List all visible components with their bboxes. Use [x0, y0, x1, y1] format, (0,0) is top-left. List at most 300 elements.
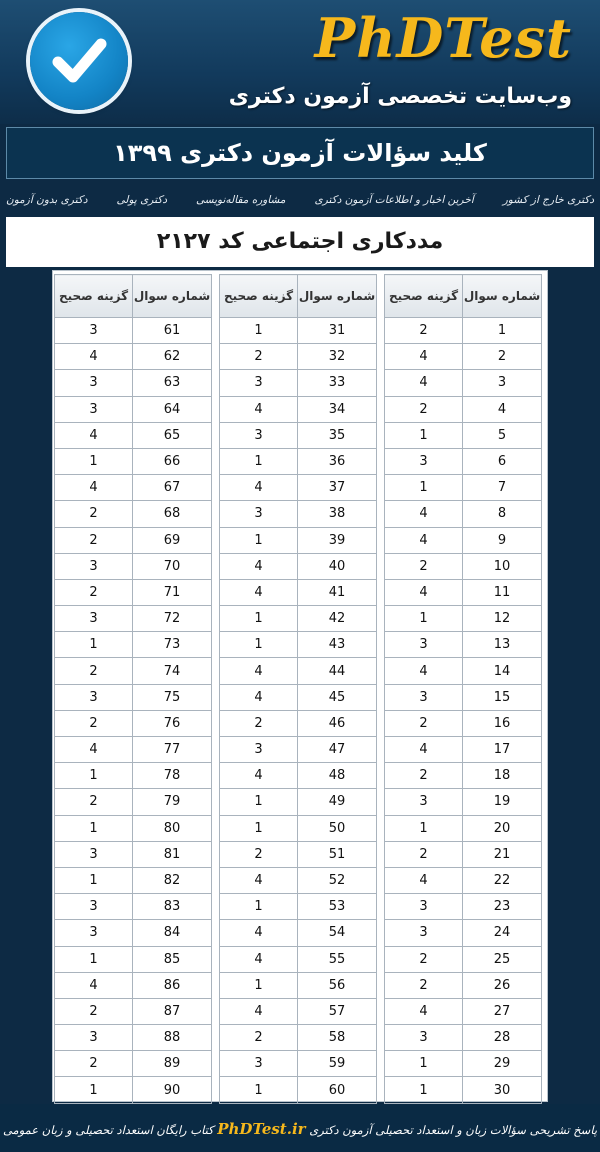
subject-heading: مددکاری اجتماعی کد ۲۱۲۷	[156, 229, 444, 254]
header-banner	[0, 0, 600, 124]
table-row	[220, 867, 377, 893]
col-header-question: شماره سوال	[133, 275, 212, 318]
table-row	[220, 1051, 377, 1077]
question-number-cell: 17	[463, 737, 542, 763]
answer-cell: 4	[385, 658, 463, 684]
table-row	[220, 815, 377, 841]
table-row	[385, 501, 542, 527]
checkmark-logo	[30, 12, 128, 110]
table-row	[220, 318, 377, 344]
table-row	[55, 632, 212, 658]
answer-cell: 1	[55, 632, 133, 658]
question-number-cell: 29	[463, 1051, 542, 1077]
answer-cell: 2	[220, 1025, 298, 1051]
answer-cell: 1	[55, 448, 133, 474]
question-number-cell: 56	[298, 972, 377, 998]
table-row	[385, 448, 542, 474]
question-number-cell: 48	[298, 763, 377, 789]
answer-cell: 3	[55, 841, 133, 867]
answer-cell: 1	[220, 789, 298, 815]
question-number-cell: 80	[133, 815, 212, 841]
answer-cell: 4	[55, 344, 133, 370]
answer-cell: 2	[220, 841, 298, 867]
table-row	[55, 867, 212, 893]
question-number-cell: 66	[133, 448, 212, 474]
answer-cell: 3	[55, 318, 133, 344]
answer-cell: 1	[220, 972, 298, 998]
answer-cell: 1	[385, 1077, 463, 1103]
question-number-cell: 49	[298, 789, 377, 815]
question-number-cell: 27	[463, 998, 542, 1024]
question-number-cell: 54	[298, 920, 377, 946]
answer-cell: 3	[220, 370, 298, 396]
question-number-cell: 47	[298, 737, 377, 763]
table-row	[55, 344, 212, 370]
answer-cell: 4	[55, 422, 133, 448]
table-row	[220, 632, 377, 658]
answer-table-body	[220, 318, 377, 1104]
col-header-answer: گزینه صحیح	[385, 275, 463, 318]
question-number-cell: 74	[133, 658, 212, 684]
table-row	[385, 658, 542, 684]
question-number-cell: 9	[463, 527, 542, 553]
answer-cell: 3	[55, 370, 133, 396]
question-number-cell: 73	[133, 632, 212, 658]
answer-cell: 2	[55, 789, 133, 815]
nav-link-paid[interactable]: دکتری پولی	[116, 194, 168, 206]
answer-table-body	[385, 318, 542, 1104]
table-row	[55, 501, 212, 527]
site-tagline: وب‌سایت تخصصی آزمون دکتری	[228, 84, 572, 109]
answer-cell: 4	[385, 867, 463, 893]
question-number-cell: 85	[133, 946, 212, 972]
answer-table-body	[55, 318, 212, 1104]
table-row	[55, 841, 212, 867]
answer-cell: 1	[55, 946, 133, 972]
question-number-cell: 79	[133, 789, 212, 815]
table-row	[385, 370, 542, 396]
question-number-cell: 8	[463, 501, 542, 527]
table-row	[220, 344, 377, 370]
question-number-cell: 78	[133, 763, 212, 789]
question-number-cell: 34	[298, 396, 377, 422]
question-number-cell: 21	[463, 841, 542, 867]
question-number-cell: 24	[463, 920, 542, 946]
table-row	[220, 658, 377, 684]
question-number-cell: 44	[298, 658, 377, 684]
answer-cell: 4	[385, 344, 463, 370]
question-number-cell: 51	[298, 841, 377, 867]
answer-cell: 4	[220, 920, 298, 946]
answer-cell: 2	[385, 553, 463, 579]
answer-cell: 4	[220, 763, 298, 789]
answer-cell: 3	[55, 396, 133, 422]
answer-cell: 3	[55, 553, 133, 579]
footer-brand[interactable]: PhDTest.ir	[217, 1120, 306, 1138]
answer-cell: 1	[385, 475, 463, 501]
answer-cell: 4	[55, 972, 133, 998]
question-number-cell: 13	[463, 632, 542, 658]
page-title-bar	[6, 127, 594, 179]
answer-cell: 4	[55, 475, 133, 501]
table-row	[220, 684, 377, 710]
answer-cell: 3	[385, 1025, 463, 1051]
answer-cell: 3	[385, 920, 463, 946]
answer-cell: 4	[220, 946, 298, 972]
answer-cell: 2	[385, 396, 463, 422]
footer-text	[0, 1104, 600, 1138]
question-number-cell: 71	[133, 579, 212, 605]
table-row	[55, 920, 212, 946]
answer-cell: 4	[220, 475, 298, 501]
col-header-question: شماره سوال	[463, 275, 542, 318]
question-number-cell: 90	[133, 1077, 212, 1103]
question-number-cell: 69	[133, 527, 212, 553]
table-row	[220, 763, 377, 789]
question-number-cell: 67	[133, 475, 212, 501]
answer-cell: 4	[385, 501, 463, 527]
brand-logo-text[interactable]: PhDTest	[314, 6, 572, 70]
question-number-cell: 43	[298, 632, 377, 658]
answer-cell: 4	[385, 737, 463, 763]
question-number-cell: 28	[463, 1025, 542, 1051]
answer-cell: 1	[220, 632, 298, 658]
answer-cell: 4	[220, 579, 298, 605]
question-number-cell: 1	[463, 318, 542, 344]
answer-cell: 4	[385, 579, 463, 605]
answer-cell: 1	[220, 448, 298, 474]
answer-cell: 2	[55, 527, 133, 553]
answer-cell: 2	[55, 579, 133, 605]
table-row	[385, 475, 542, 501]
table-row	[55, 527, 212, 553]
nav-link-no-exam[interactable]: دکتری بدون آزمون	[6, 194, 88, 206]
question-number-cell: 52	[298, 867, 377, 893]
table-row	[385, 763, 542, 789]
checkmark-icon	[44, 26, 114, 96]
answer-cell: 2	[55, 658, 133, 684]
answer-cell: 1	[55, 1077, 133, 1103]
question-number-cell: 58	[298, 1025, 377, 1051]
col-header-answer: گزینه صحیح	[220, 275, 298, 318]
question-number-cell: 31	[298, 318, 377, 344]
question-number-cell: 81	[133, 841, 212, 867]
answer-cell: 2	[55, 501, 133, 527]
answer-cell: 4	[385, 998, 463, 1024]
table-row	[55, 448, 212, 474]
table-row	[385, 841, 542, 867]
question-number-cell: 42	[298, 606, 377, 632]
nav-link-abroad[interactable]: دکتری خارج از کشور	[502, 194, 594, 206]
answer-cell: 3	[385, 894, 463, 920]
table-row	[220, 1077, 377, 1103]
table-row	[55, 553, 212, 579]
question-number-cell: 68	[133, 501, 212, 527]
answer-table-3	[54, 274, 212, 1104]
table-row	[220, 527, 377, 553]
table-row	[55, 946, 212, 972]
table-row	[55, 710, 212, 736]
col-header-question: شماره سوال	[298, 275, 377, 318]
table-row	[385, 344, 542, 370]
question-number-cell: 40	[298, 553, 377, 579]
answer-cell: 1	[385, 815, 463, 841]
table-row	[55, 606, 212, 632]
question-number-cell: 3	[463, 370, 542, 396]
table-row	[220, 998, 377, 1024]
question-number-cell: 72	[133, 606, 212, 632]
table-row	[55, 579, 212, 605]
answer-cell: 1	[385, 606, 463, 632]
answer-cell: 1	[385, 1051, 463, 1077]
answer-cell: 3	[55, 894, 133, 920]
question-number-cell: 6	[463, 448, 542, 474]
question-number-cell: 64	[133, 396, 212, 422]
page-title: کلید سؤالات آزمون دکتری ۱۳۹۹	[113, 139, 487, 167]
question-number-cell: 25	[463, 946, 542, 972]
question-number-cell: 30	[463, 1077, 542, 1103]
answer-cell: 4	[220, 684, 298, 710]
subject-heading-bar	[6, 217, 594, 267]
table-row	[220, 789, 377, 815]
question-number-cell: 62	[133, 344, 212, 370]
table-row	[385, 815, 542, 841]
nav-link-latest-news[interactable]: آخرین اخبار و اطلاعات آزمون دکتری	[314, 194, 474, 206]
table-row	[385, 553, 542, 579]
table-row	[220, 1025, 377, 1051]
table-row	[385, 1051, 542, 1077]
question-number-cell: 61	[133, 318, 212, 344]
table-row	[220, 920, 377, 946]
table-row	[385, 737, 542, 763]
answer-cell: 2	[220, 710, 298, 736]
answer-table-1	[384, 274, 542, 1104]
table-row	[55, 422, 212, 448]
table-row	[385, 710, 542, 736]
answer-cell: 4	[220, 658, 298, 684]
table-row	[55, 789, 212, 815]
question-number-cell: 15	[463, 684, 542, 710]
answer-cell: 1	[220, 1077, 298, 1103]
answer-cell: 1	[220, 894, 298, 920]
answer-cell: 4	[220, 867, 298, 893]
answer-cell: 1	[55, 763, 133, 789]
answer-cell: 3	[385, 448, 463, 474]
answer-cell: 3	[55, 920, 133, 946]
question-number-cell: 46	[298, 710, 377, 736]
table-row	[220, 946, 377, 972]
table-row	[385, 1025, 542, 1051]
answer-cell: 2	[220, 344, 298, 370]
question-number-cell: 12	[463, 606, 542, 632]
question-number-cell: 88	[133, 1025, 212, 1051]
question-number-cell: 77	[133, 737, 212, 763]
nav-link-article-consulting[interactable]: مشاوره مقاله‌نویسی	[196, 194, 286, 206]
question-number-cell: 65	[133, 422, 212, 448]
question-number-cell: 84	[133, 920, 212, 946]
table-row	[220, 737, 377, 763]
answer-cell: 2	[55, 1051, 133, 1077]
question-number-cell: 35	[298, 422, 377, 448]
table-row	[385, 972, 542, 998]
question-number-cell: 75	[133, 684, 212, 710]
answer-cell: 2	[385, 972, 463, 998]
table-row	[220, 422, 377, 448]
table-row	[385, 396, 542, 422]
question-number-cell: 18	[463, 763, 542, 789]
answer-cell: 3	[220, 501, 298, 527]
answer-cell: 4	[220, 553, 298, 579]
table-row	[385, 579, 542, 605]
question-number-cell: 19	[463, 789, 542, 815]
table-row	[385, 606, 542, 632]
answer-cell: 3	[55, 684, 133, 710]
table-row	[55, 1051, 212, 1077]
question-number-cell: 53	[298, 894, 377, 920]
question-number-cell: 10	[463, 553, 542, 579]
answer-cell: 3	[385, 632, 463, 658]
question-number-cell: 87	[133, 998, 212, 1024]
question-number-cell: 23	[463, 894, 542, 920]
table-row	[220, 972, 377, 998]
answer-cell: 3	[55, 1025, 133, 1051]
question-number-cell: 57	[298, 998, 377, 1024]
table-row	[220, 894, 377, 920]
answer-cell: 2	[385, 710, 463, 736]
answer-cell: 2	[385, 841, 463, 867]
table-row	[55, 972, 212, 998]
answer-table-2	[219, 274, 377, 1104]
table-row	[55, 684, 212, 710]
question-number-cell: 33	[298, 370, 377, 396]
answer-cell: 3	[385, 789, 463, 815]
table-row	[55, 370, 212, 396]
question-number-cell: 60	[298, 1077, 377, 1103]
table-row	[220, 501, 377, 527]
answer-cell: 2	[55, 710, 133, 736]
table-row	[385, 920, 542, 946]
table-row	[55, 737, 212, 763]
answer-cell: 3	[220, 422, 298, 448]
answer-cell: 2	[385, 763, 463, 789]
table-row	[220, 710, 377, 736]
table-row	[220, 370, 377, 396]
table-row	[55, 1025, 212, 1051]
answer-cell: 4	[385, 370, 463, 396]
table-row	[55, 1077, 212, 1103]
question-number-cell: 38	[298, 501, 377, 527]
answer-key-panel	[52, 270, 548, 1102]
question-number-cell: 82	[133, 867, 212, 893]
question-number-cell: 50	[298, 815, 377, 841]
question-number-cell: 11	[463, 579, 542, 605]
answer-cell: 1	[385, 422, 463, 448]
question-number-cell: 16	[463, 710, 542, 736]
table-row	[385, 632, 542, 658]
footer-text-left[interactable]: کتاب رایگان استعداد تحصیلی و زبان عمومی	[2, 1123, 214, 1137]
question-number-cell: 37	[298, 475, 377, 501]
table-row	[220, 579, 377, 605]
answer-cell: 2	[55, 998, 133, 1024]
answer-cell: 2	[385, 318, 463, 344]
col-header-answer: گزینه صحیح	[55, 275, 133, 318]
question-number-cell: 36	[298, 448, 377, 474]
answer-cell: 1	[220, 606, 298, 632]
table-row	[385, 422, 542, 448]
question-number-cell: 39	[298, 527, 377, 553]
answer-cell: 1	[220, 815, 298, 841]
table-row	[385, 789, 542, 815]
answer-cell: 1	[55, 815, 133, 841]
question-number-cell: 7	[463, 475, 542, 501]
question-number-cell: 86	[133, 972, 212, 998]
answer-cell: 4	[220, 998, 298, 1024]
question-number-cell: 41	[298, 579, 377, 605]
table-row	[385, 684, 542, 710]
table-row	[55, 763, 212, 789]
question-number-cell: 2	[463, 344, 542, 370]
table-row	[385, 318, 542, 344]
answer-cell: 4	[220, 396, 298, 422]
question-number-cell: 59	[298, 1051, 377, 1077]
table-row	[55, 894, 212, 920]
table-row	[220, 396, 377, 422]
table-row	[55, 475, 212, 501]
table-row	[220, 841, 377, 867]
question-number-cell: 89	[133, 1051, 212, 1077]
table-row	[55, 658, 212, 684]
question-number-cell: 55	[298, 946, 377, 972]
answer-cell: 2	[385, 946, 463, 972]
table-row	[385, 946, 542, 972]
answer-cell: 3	[220, 737, 298, 763]
table-row	[55, 318, 212, 344]
table-row	[55, 815, 212, 841]
table-row	[385, 894, 542, 920]
question-number-cell: 4	[463, 396, 542, 422]
answer-cell: 4	[55, 737, 133, 763]
question-number-cell: 5	[463, 422, 542, 448]
footer-banner	[0, 1104, 600, 1152]
question-number-cell: 14	[463, 658, 542, 684]
table-row	[220, 475, 377, 501]
answer-cell: 3	[385, 684, 463, 710]
table-row	[385, 1077, 542, 1103]
answer-cell: 1	[55, 867, 133, 893]
table-row	[55, 998, 212, 1024]
answer-cell: 3	[55, 606, 133, 632]
question-number-cell: 20	[463, 815, 542, 841]
question-number-cell: 26	[463, 972, 542, 998]
table-row	[220, 553, 377, 579]
question-number-cell: 22	[463, 867, 542, 893]
question-number-cell: 32	[298, 344, 377, 370]
answer-cell: 4	[385, 527, 463, 553]
table-row	[55, 396, 212, 422]
footer-text-right[interactable]: پاسخ تشریحی سؤالات زبان و استعداد تحصیلی آزمون دکتری	[309, 1123, 598, 1137]
question-number-cell: 76	[133, 710, 212, 736]
top-nav	[0, 186, 600, 214]
answer-cell: 3	[220, 1051, 298, 1077]
answer-cell: 1	[220, 318, 298, 344]
table-row	[385, 867, 542, 893]
question-number-cell: 45	[298, 684, 377, 710]
question-number-cell: 83	[133, 894, 212, 920]
table-row	[220, 606, 377, 632]
table-row	[220, 448, 377, 474]
answer-cell: 1	[220, 527, 298, 553]
table-row	[385, 527, 542, 553]
